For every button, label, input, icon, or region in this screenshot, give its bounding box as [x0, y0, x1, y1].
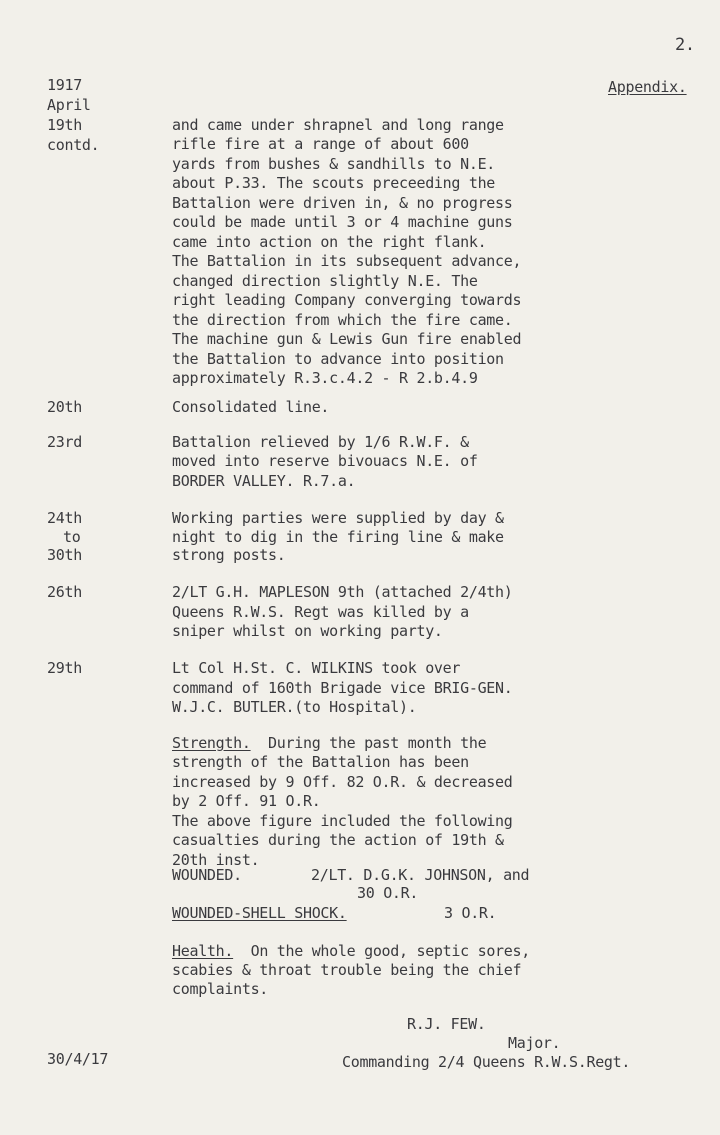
- entry-line: Battalion relieved by 1/6 R.W.F. &: [172, 433, 469, 451]
- appendix-label: Appendix.: [608, 78, 687, 96]
- entry-line: and came under shrapnel and long range: [172, 116, 504, 134]
- entry-line: BORDER VALLEY. R.7.a.: [172, 472, 356, 490]
- entry-line: could be made until 3 or 4 machine guns: [172, 213, 513, 231]
- entry-line: The machine gun & Lewis Gun fire enabled: [172, 330, 522, 348]
- health-intro: On the whole good, septic sores,: [233, 942, 530, 960]
- strength-line: The above figure included the following: [172, 812, 513, 830]
- entry-line: command of 160th Brigade vice BRIG-GEN.: [172, 679, 513, 697]
- entry-date: to: [63, 528, 81, 546]
- shell-shock-label: WOUNDED-SHELL SHOCK.: [172, 904, 347, 922]
- entry-line: changed direction slightly N.E. The: [172, 272, 478, 290]
- footer-date: 30/4/17: [47, 1050, 109, 1068]
- shell-shock-text: 3 O.R.: [444, 904, 497, 922]
- entry-line: night to dig in the firing line & make: [172, 528, 504, 546]
- signature-name: R.J. FEW.: [407, 1015, 486, 1033]
- entry-line: yards from bushes & sandhills to N.E.: [172, 155, 496, 173]
- entry-line: Consolidated line.: [172, 398, 330, 416]
- header-year: 1917: [47, 76, 82, 94]
- entry-date: 24th: [47, 509, 82, 527]
- health-heading: Health.: [172, 942, 234, 960]
- strength-line: strength of the Battalion has been: [172, 753, 469, 771]
- strength-line: casualties during the action of 19th &: [172, 831, 504, 849]
- wounded-text-2: 30 O.R.: [357, 884, 419, 902]
- signature-title: Commanding 2/4 Queens R.W.S.Regt.: [342, 1053, 631, 1071]
- entry-date: 20th: [47, 398, 82, 416]
- strength-line: by 2 Off. 91 O.R.: [172, 792, 321, 810]
- entry-line: 2/LT G.H. MAPLESON 9th (attached 2/4th): [172, 583, 513, 601]
- entry-line: moved into reserve bivouacs N.E. of: [172, 452, 478, 470]
- entry-date: 29th: [47, 659, 82, 677]
- entry-line: approximately R.3.c.4.2 - R 2.b.4.9: [172, 369, 478, 387]
- entry-line: Queens R.W.S. Regt was killed by a: [172, 603, 469, 621]
- entry-line: The Battalion in its subsequent advance,: [172, 252, 522, 270]
- page-number: 2.: [675, 35, 695, 55]
- entry-line: the direction from which the fire came.: [172, 311, 513, 329]
- entry-line: rifle fire at a range of about 600: [172, 135, 469, 153]
- entry-line: the Battalion to advance into position: [172, 350, 504, 368]
- header-month: April: [47, 96, 91, 114]
- entry-line: strong posts.: [172, 546, 286, 564]
- entry-line: W.J.C. BUTLER.(to Hospital).: [172, 698, 417, 716]
- strength-line: 20th inst.: [172, 851, 260, 869]
- health-first-line: [172, 942, 530, 962]
- entry-date: 26th: [47, 583, 82, 601]
- entry-line: Lt Col H.St. C. WILKINS took over: [172, 659, 461, 677]
- signature-rank: Major.: [508, 1034, 561, 1052]
- strength-line: increased by 9 Off. 82 O.R. & decreased: [172, 773, 513, 791]
- wounded-text: 2/LT. D.G.K. JOHNSON, and: [311, 866, 530, 884]
- strength-heading: Strength.: [172, 734, 251, 752]
- entry-line: came into action on the right flank.: [172, 233, 487, 251]
- entry-date: 23rd: [47, 433, 82, 451]
- header-day: 19th: [47, 116, 82, 134]
- strength-intro: During the past month the: [250, 734, 487, 752]
- entry-line: about P.33. The scouts preceeding the: [172, 174, 496, 192]
- wounded-label: WOUNDED.: [172, 866, 242, 884]
- entry-line: Battalion were driven in, & no progress: [172, 194, 513, 212]
- health-line: complaints.: [172, 980, 269, 998]
- health-line: scabies & throat trouble being the chief: [172, 961, 522, 979]
- entry-line: right leading Company converging towards: [172, 291, 522, 309]
- strength-first-line: [172, 734, 486, 754]
- entry-line: Working parties were supplied by day &: [172, 509, 504, 527]
- entry-date: 30th: [47, 546, 82, 564]
- header-contd: contd.: [47, 136, 100, 154]
- entry-line: sniper whilst on working party.: [172, 622, 443, 640]
